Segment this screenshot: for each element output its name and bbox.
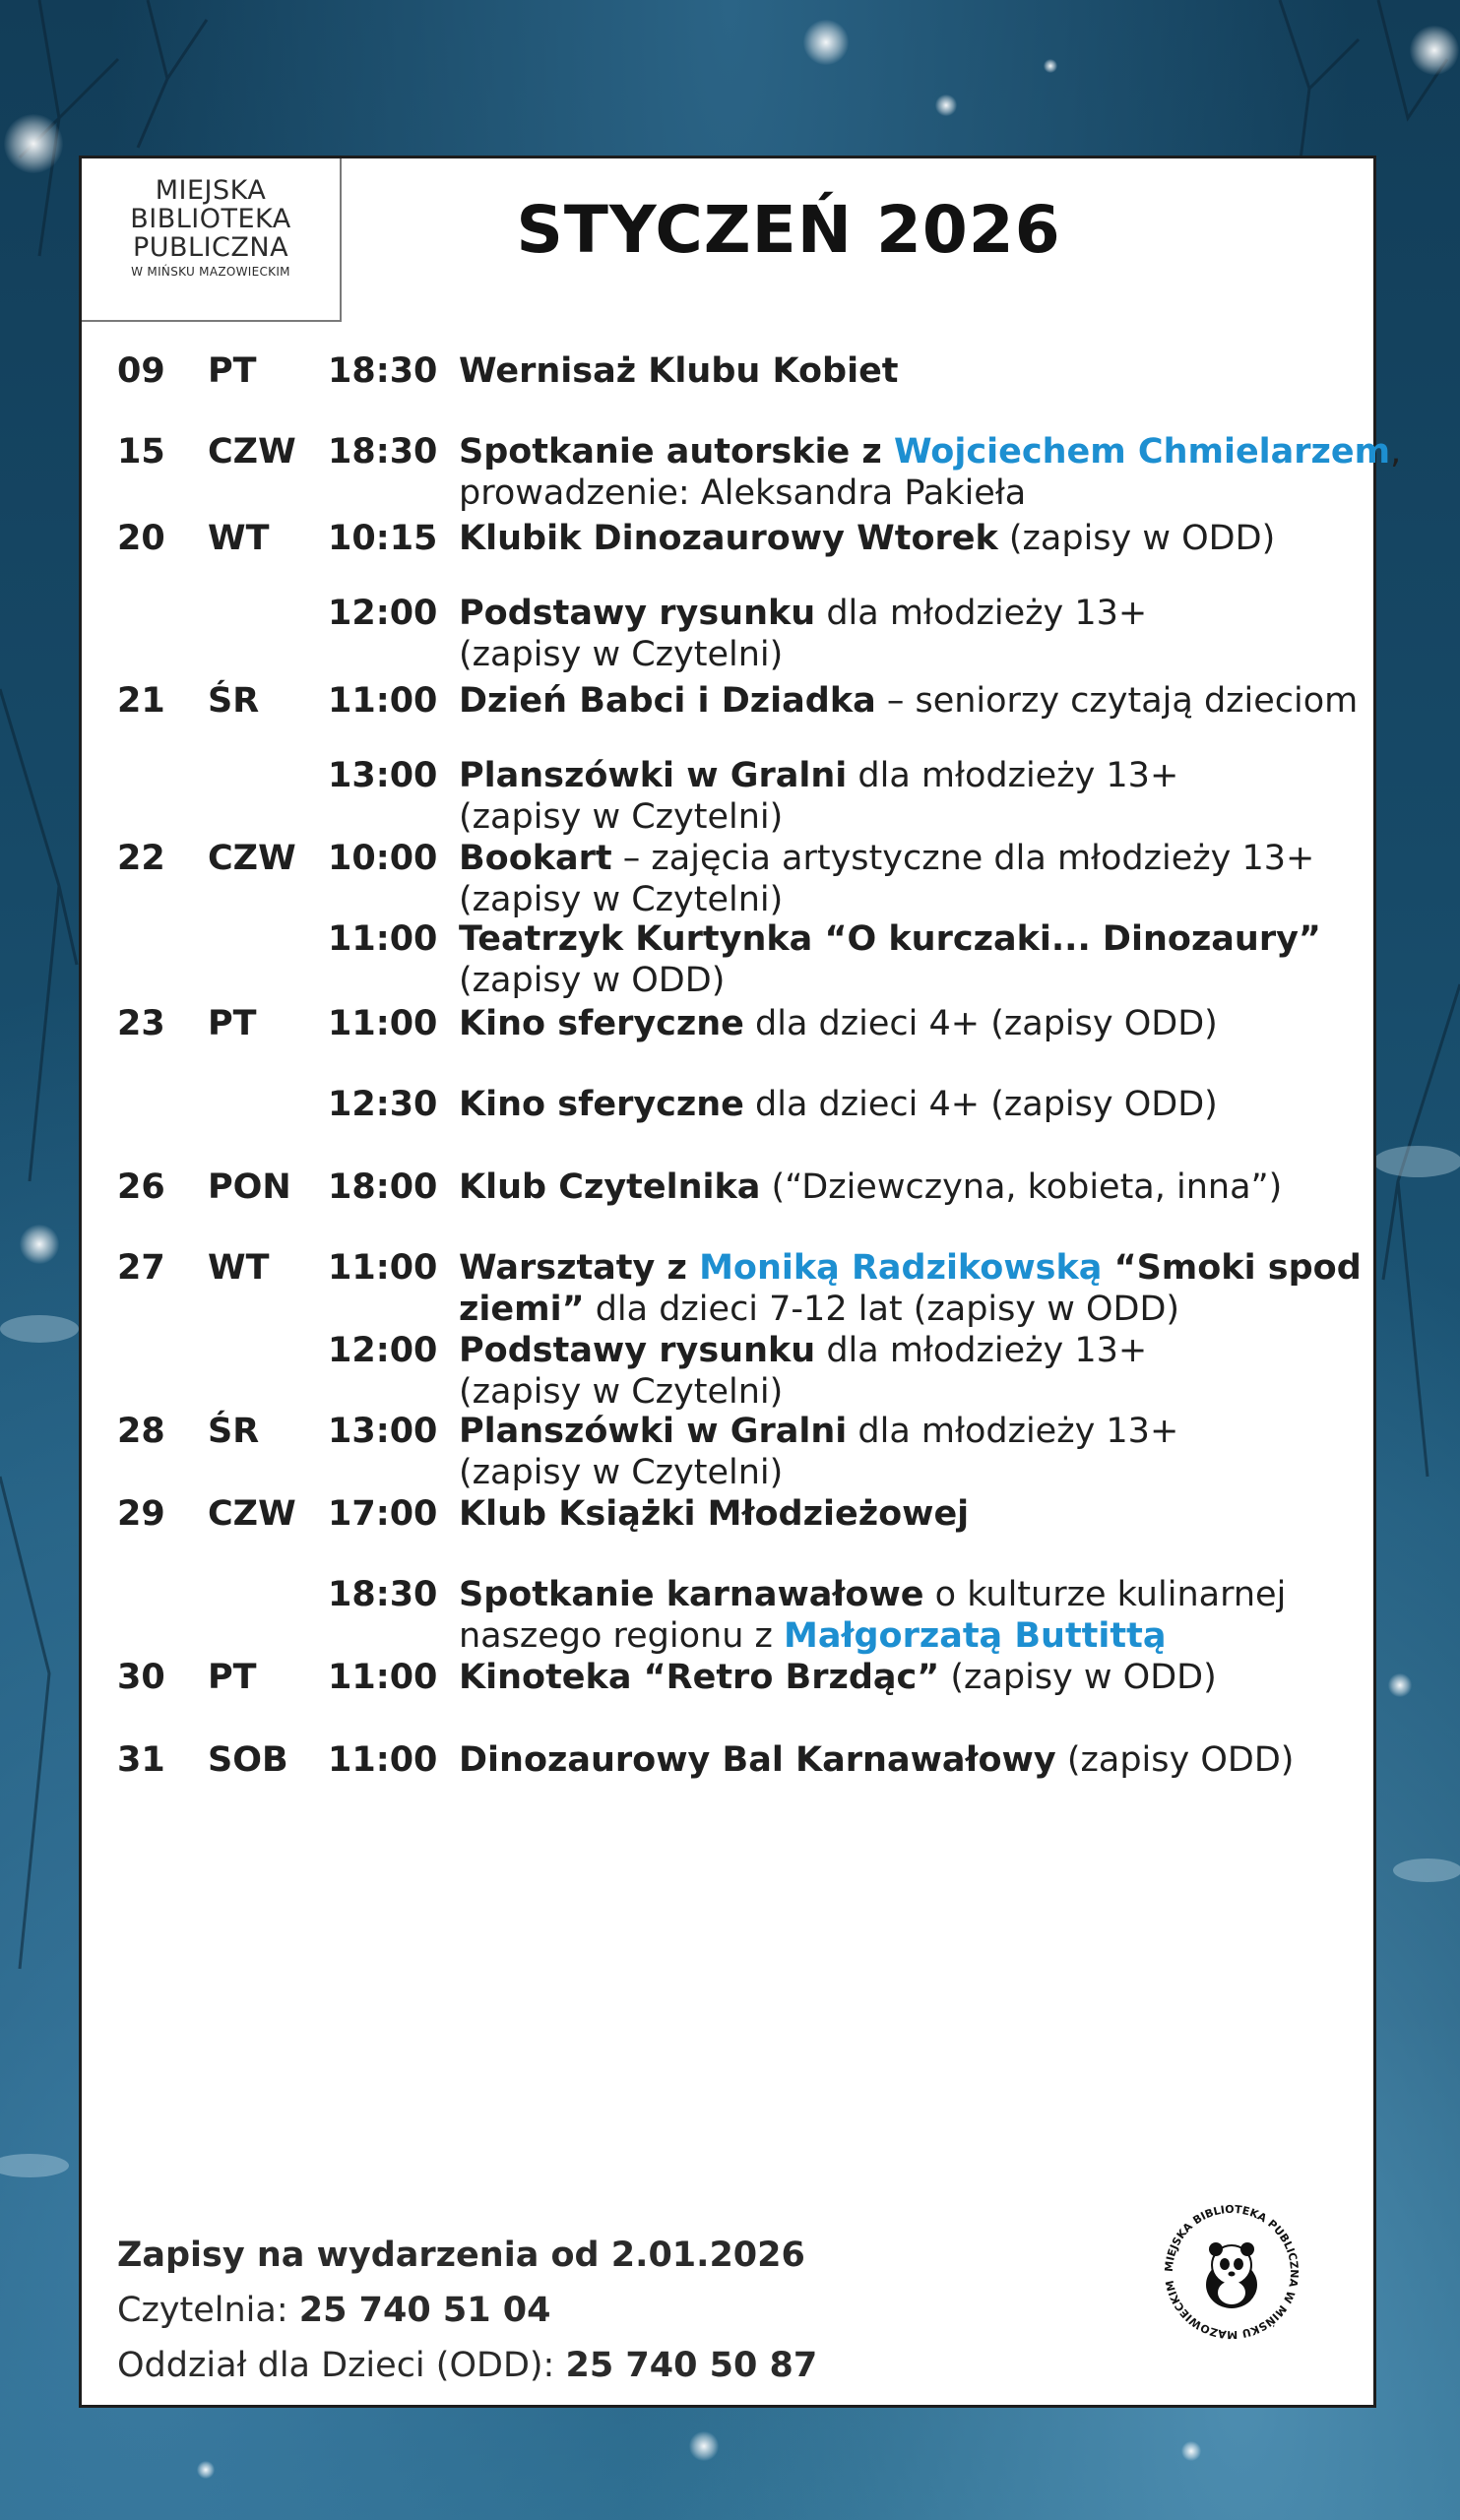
event-time: 10:15 — [328, 519, 438, 558]
event-description — [459, 1166, 1424, 1208]
event-description — [459, 1657, 1424, 1698]
event-time: 18:00 — [328, 1167, 438, 1207]
panda-icon — [1206, 2242, 1257, 2308]
event-day: 09 — [117, 351, 165, 391]
event-text: (zapisy w ODD) — [459, 961, 726, 1000]
event-text: (zapisy w ODD) — [939, 1658, 1217, 1697]
event-description — [459, 1493, 1424, 1535]
event-day: 29 — [117, 1494, 165, 1534]
logo-line: PUBLICZNA — [132, 232, 289, 263]
event-description — [459, 593, 1424, 675]
event-text: Bookart — [459, 839, 612, 878]
event-weekday: PON — [208, 1167, 291, 1207]
event-weekday: CZW — [208, 1494, 296, 1534]
event-description — [459, 1247, 1424, 1330]
event-weekday: SOB — [208, 1740, 288, 1780]
event-weekday: WT — [208, 519, 270, 558]
kids-department-phone: 25 740 50 87 — [565, 2346, 818, 2385]
event-text: (zapisy w Czytelni) — [459, 797, 784, 837]
snowflake — [1410, 26, 1459, 75]
snowflake — [1181, 2441, 1201, 2461]
event-text: (zapisy ODD) — [1055, 1740, 1295, 1780]
snowflake — [197, 2461, 215, 2479]
event-weekday: CZW — [208, 432, 296, 472]
event-time: 13:00 — [328, 756, 438, 795]
event-guest-name: Wojciechem Chmielarzem — [893, 432, 1391, 472]
event-text: dla młodzieży 13+ — [815, 1331, 1148, 1370]
event-guest-name: Małgorzatą Buttittą — [784, 1616, 1167, 1656]
logo-line: BIBLIOTEKA — [130, 204, 291, 234]
event-text: dla dzieci 4+ (zapisy ODD) — [743, 1085, 1218, 1124]
event-text: (zapisy w ODD) — [997, 519, 1276, 558]
event-day: 26 — [117, 1167, 165, 1207]
event-weekday: PT — [208, 1004, 257, 1043]
snowflake — [689, 2431, 719, 2461]
snowflake — [4, 114, 63, 173]
kids-department-contact — [117, 2338, 817, 2393]
event-description — [459, 431, 1424, 514]
event-weekday: CZW — [208, 839, 296, 878]
reading-room-contact — [117, 2283, 817, 2338]
snowflake — [935, 94, 957, 116]
reading-room-phone: 25 740 51 04 — [298, 2291, 551, 2330]
event-description — [459, 1411, 1424, 1493]
event-text: o kulturze kulinarnej naszego regionu z — [459, 1575, 1287, 1656]
event-time: 12:00 — [328, 1331, 438, 1370]
signup-info — [117, 2228, 817, 2393]
event-day: 30 — [117, 1658, 165, 1697]
event-text: Teatrzyk Kurtynka “O kurczaki... Dinozaury” — [459, 919, 1321, 959]
logo-subtitle: W MIŃSKU MAZOWIECKIM — [131, 265, 290, 279]
event-text: dla młodzieży 13+ — [847, 1412, 1179, 1451]
event-description — [459, 1330, 1424, 1413]
event-time: 11:00 — [328, 1658, 438, 1697]
snowflake — [20, 1225, 59, 1264]
stamp-text: MIEJSKA BIBLIOTEKA PUBLICZNA W MIŃSKU MAZOWIECKIM — [1162, 2202, 1301, 2342]
event-description — [459, 838, 1424, 920]
event-text: (zapisy w Czytelni) — [459, 635, 784, 674]
event-text: Wernisaż Klubu Kobiet — [459, 351, 899, 391]
panda-stamp-logo — [1158, 2198, 1305, 2346]
event-time: 12:30 — [328, 1085, 438, 1124]
event-time: 17:00 — [328, 1494, 438, 1534]
event-description — [459, 1084, 1424, 1125]
event-text: – zajęcia artystyczne dla młodzieży 13+ — [611, 839, 1315, 878]
event-text: (zapisy w Czytelni) — [459, 880, 784, 919]
event-time: 18:30 — [328, 1575, 438, 1614]
event-text: (zapisy w Czytelni) — [459, 1372, 784, 1412]
event-text: Spotkanie autorskie z — [459, 432, 894, 472]
event-day: 22 — [117, 839, 165, 878]
event-description — [459, 1739, 1424, 1781]
event-description — [459, 518, 1424, 559]
event-weekday: PT — [208, 351, 257, 391]
reading-room-label: Czytelnia: — [117, 2291, 299, 2330]
event-time: 11:00 — [328, 681, 438, 721]
kids-department-label: Oddział dla Dzieci (ODD): — [117, 2346, 566, 2385]
event-description — [459, 1574, 1424, 1657]
signup-heading: Zapisy na wydarzenia od 2.01.2026 — [117, 2236, 805, 2275]
snowflake — [1044, 59, 1057, 73]
event-calendar-card — [79, 156, 1402, 2408]
event-text: “Smoki spod ziemi” — [459, 1248, 1362, 1329]
event-text: Podstawy rysunku — [459, 594, 816, 633]
event-day: 15 — [117, 432, 165, 472]
event-weekday: ŚR — [208, 681, 260, 721]
event-description — [459, 680, 1424, 722]
event-day: 27 — [117, 1248, 165, 1288]
event-time: 10:00 — [328, 839, 438, 878]
event-time: 13:00 — [328, 1412, 438, 1451]
event-description — [459, 1003, 1424, 1044]
event-description — [459, 755, 1424, 838]
event-time: 18:30 — [328, 351, 438, 391]
event-text: Dinozaurowy Bal Karnawałowy — [459, 1740, 1056, 1780]
event-day: 20 — [117, 519, 165, 558]
event-text: Kinoteka “Retro Brzdąc” — [459, 1658, 940, 1697]
event-text: Podstawy rysunku — [459, 1331, 816, 1370]
snowflake — [803, 20, 849, 65]
event-text: , prowadzenie: Aleksandra Pakieła — [459, 432, 1402, 513]
event-description — [459, 918, 1424, 1001]
event-day: 21 — [117, 681, 165, 721]
event-time: 11:00 — [328, 1004, 438, 1043]
event-text: (zapisy w Czytelni) — [459, 1453, 784, 1492]
event-text: Klub Książki Młodzieżowej — [459, 1494, 970, 1534]
event-time: 18:30 — [328, 432, 438, 472]
library-logo — [82, 158, 342, 322]
event-description — [459, 350, 1424, 392]
event-text: – seniorzy czytają dzieciom — [875, 681, 1359, 721]
event-time: 11:00 — [328, 919, 438, 959]
event-weekday: WT — [208, 1248, 270, 1288]
event-weekday: ŚR — [208, 1412, 260, 1451]
event-text: Planszówki w Gralni — [459, 756, 848, 795]
event-text: dla młodzieży 13+ — [847, 756, 1179, 795]
event-guest-name: Moniką Radzikowską — [699, 1248, 1103, 1288]
event-text: dla młodzieży 13+ — [815, 594, 1148, 633]
event-day: 23 — [117, 1004, 165, 1043]
page-title: STYCZEŃ 2026 — [516, 192, 1061, 268]
event-text: Klubik Dinozaurowy Wtorek — [459, 519, 998, 558]
event-text: Kino sferyczne — [459, 1004, 744, 1043]
event-text: Klub Czytelnika — [459, 1167, 761, 1207]
event-text: dla dzieci 7-12 lat (zapisy w ODD) — [584, 1290, 1180, 1329]
logo-line: MIEJSKA — [155, 175, 267, 206]
event-text: Kino sferyczne — [459, 1085, 744, 1124]
event-text: Spotkanie karnawałowe — [459, 1575, 924, 1614]
event-day: 31 — [117, 1740, 165, 1780]
event-time: 12:00 — [328, 594, 438, 633]
event-text: dla dzieci 4+ (zapisy ODD) — [743, 1004, 1218, 1043]
event-text: Dzień Babci i Dziadka — [459, 681, 876, 721]
event-time: 11:00 — [328, 1740, 438, 1780]
event-weekday: PT — [208, 1658, 257, 1697]
event-time: 11:00 — [328, 1248, 438, 1288]
event-text: Planszówki w Gralni — [459, 1412, 848, 1451]
event-text: (“Dziewczyna, kobieta, inna”) — [760, 1167, 1283, 1207]
event-text: Warsztaty z — [459, 1248, 700, 1288]
event-day: 28 — [117, 1412, 165, 1451]
